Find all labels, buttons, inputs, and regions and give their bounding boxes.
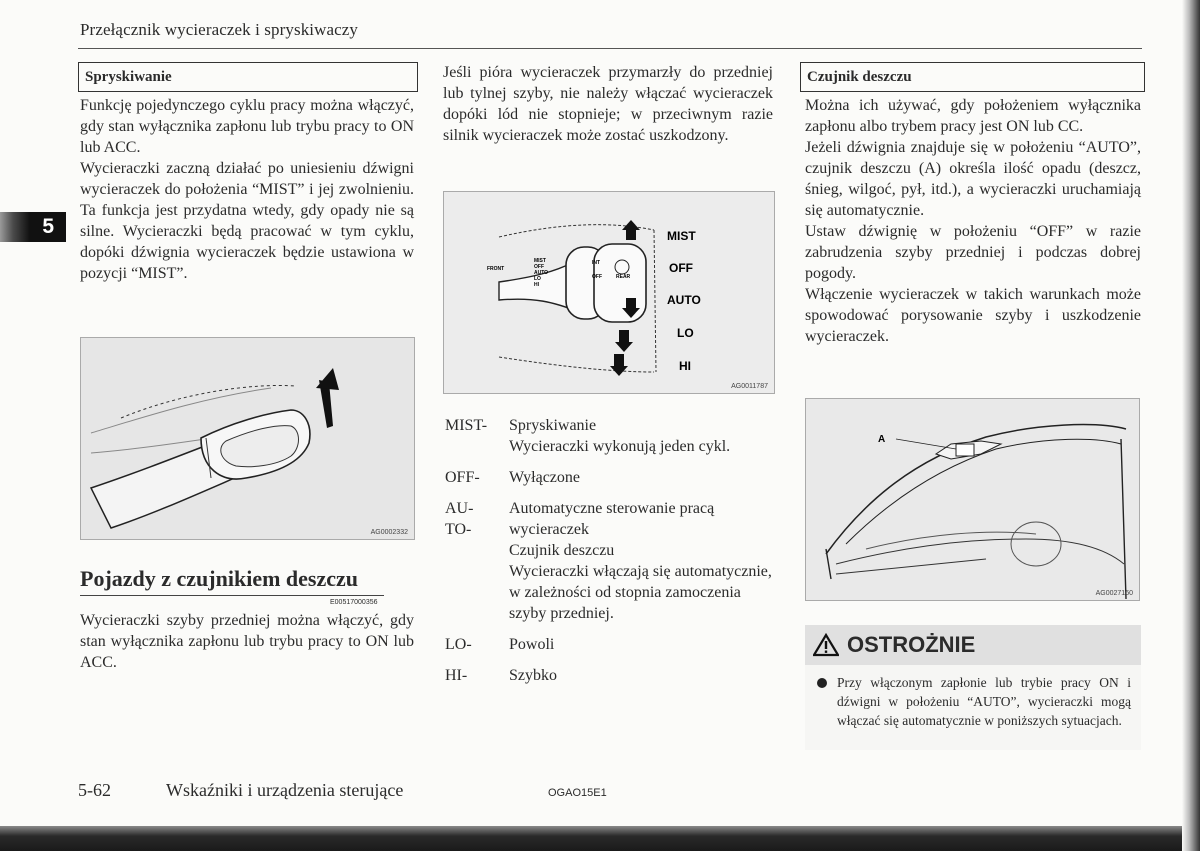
paragraph: Ustaw dźwignię w położeniu “OFF” w razie zabrudzenia szyby przedniej i podczas dobrej pogody. <box>805 223 1141 282</box>
stalk-label: LO <box>534 276 541 282</box>
paragraph: Wycieraczki zaczną działać po uniesieniu dźwigni wycieraczek do położenia “MIST” i jej zwolnieniu. Ta funkcja jest przydatna wtedy, gdy opady nie są silne. Wycieraczki będą pracować w tym cyklu, dopóki dźwignia wycieraczek będzie ustawiona w pozycji “MIST”. <box>80 160 414 282</box>
paragraph: Można ich używać, gdy położeniem wyłącznika zapłonu albo trybem pracy jest ON lub CC. <box>805 97 1141 135</box>
definition-description <box>509 467 775 488</box>
figure-code: AG0002332 <box>370 529 408 536</box>
definition-term: MIST- <box>445 417 488 434</box>
position-label-mist: MIST <box>667 229 696 243</box>
definition-description <box>509 415 775 457</box>
wiper-lever-illustration <box>81 338 415 540</box>
position-definitions <box>445 415 775 696</box>
caution-text: Przy włączonym zapłonie lub trybie pracy ON i dźwigni w położeniu “AUTO”, wycieraczki mogą włączać się automatycznie w poniższych sytuacjach. <box>837 675 1131 728</box>
page-number: 5-62 <box>78 780 111 800</box>
stalk-label: OFF <box>592 274 602 280</box>
sensor-label-a: A <box>878 434 886 445</box>
definition-description <box>509 665 775 686</box>
stalk-label: HI <box>534 282 539 288</box>
definition-line: Wyłączone <box>509 469 580 486</box>
box-heading-rain-sensor: Czujnik deszczu <box>800 62 1145 92</box>
footer-section-title: Wskaźniki i urządzenia sterujące <box>166 780 404 800</box>
figure-rain-sensor-location <box>805 398 1140 601</box>
section-paragraph: Wycieraczki szyby przedniej można włączyć, gdy stan wyłącznika zapłonu lub trybu pracy to ON lub ACC. <box>80 612 414 671</box>
definition-description <box>509 498 775 624</box>
definition-term: HI- <box>445 667 468 684</box>
scan-right-edge <box>1182 0 1200 851</box>
column3-text <box>805 95 1141 347</box>
position-label-hi: HI <box>679 359 691 373</box>
windshield-illustration <box>806 399 1140 601</box>
definition-row <box>445 634 775 655</box>
caution-title: OSTROŻNIE <box>847 632 976 657</box>
header-divider <box>78 48 1142 49</box>
warning-triangle-icon <box>813 633 839 657</box>
section-heading-rule <box>80 595 384 596</box>
definition-line: Czujnik deszczu <box>509 542 615 559</box>
figure-code: AG0027160 <box>1095 590 1133 597</box>
definition-term: AU- TO- <box>445 500 474 538</box>
definition-line: Powoli <box>509 636 555 653</box>
definition-line: Szybko <box>509 667 557 684</box>
position-label-auto: AUTO <box>667 293 701 307</box>
figure-code: AG0011787 <box>731 383 768 390</box>
definition-line: Wycieraczki wykonują jeden cykl. <box>509 438 731 455</box>
definition-row <box>445 467 775 488</box>
definition-line: Wycieraczki włączają się automatycznie, w zależności od stopnia zamoczenia szyby przedniej. <box>509 563 772 622</box>
stalk-label: FRONT <box>487 266 505 272</box>
caution-header <box>805 625 1141 665</box>
section-code: E00517000356 <box>330 599 378 606</box>
position-label-lo: LO <box>677 326 694 340</box>
stalk-label: MIST <box>534 258 546 264</box>
caution-box <box>805 625 1141 750</box>
caution-item <box>805 673 1141 730</box>
definition-term: LO- <box>445 636 472 653</box>
stalk-label: AUTO <box>534 270 549 276</box>
position-label-off: OFF <box>669 261 693 275</box>
definition-term: OFF- <box>445 469 480 486</box>
definition-line: Spryskiwanie <box>509 417 597 434</box>
figure-wiper-stalk-positions <box>443 191 775 394</box>
column1-text <box>80 95 414 284</box>
bullet-icon <box>817 678 827 688</box>
wiper-stalk-illustration <box>444 192 775 394</box>
stalk-label: OFF <box>534 264 544 270</box>
definition-row <box>445 415 775 457</box>
stalk-label: REAR <box>616 274 631 280</box>
definition-line: Automatyczne sterowanie pracą wycieraczek <box>509 500 715 538</box>
chapter-tab: 5 <box>0 212 66 242</box>
paragraph: Jeżeli dźwignia znajduje się w położeniu “AUTO”, czujnik deszczu (A) określa ilość opadu (deszcz, śnieg, wilgoć, pył, itd.), a wycieraczki uruchamiają się automatycznie. <box>805 139 1141 219</box>
stalk-label: INT <box>592 260 601 266</box>
frozen-wipers-paragraph: Jeśli pióra wycieraczek przymarzły do przedniej lub tylnej szyby, nie należy włączać wycieraczek dopóki lód nie stopnieje; w przeciwnym razie silnik wycieraczek może zostać uszkodzony. <box>443 64 773 144</box>
paragraph: Włączenie wycieraczek w takich warunkach może spowodować porysowanie szyby i uszkodzenie wycieraczek. <box>805 286 1141 345</box>
definition-row <box>445 498 775 624</box>
definition-description <box>509 634 775 655</box>
section-heading-rain-sensor-vehicles: Pojazdy z czujnikiem deszczu <box>80 566 358 591</box>
footer-doc-code: OGAO15E1 <box>548 787 607 799</box>
paragraph: Funkcję pojedynczego cyklu pracy można włączyć, gdy stan wyłącznika zapłonu lub trybu pracy to ON lub ACC. <box>80 97 414 156</box>
box-heading-spryskiwanie: Spryskiwanie <box>78 62 418 92</box>
definition-row <box>445 665 775 686</box>
scan-bottom-edge <box>0 826 1200 851</box>
figure-wiper-lever-mist <box>80 337 415 540</box>
page-header-title: Przełącznik wycieraczek i spryskiwaczy <box>80 20 359 39</box>
